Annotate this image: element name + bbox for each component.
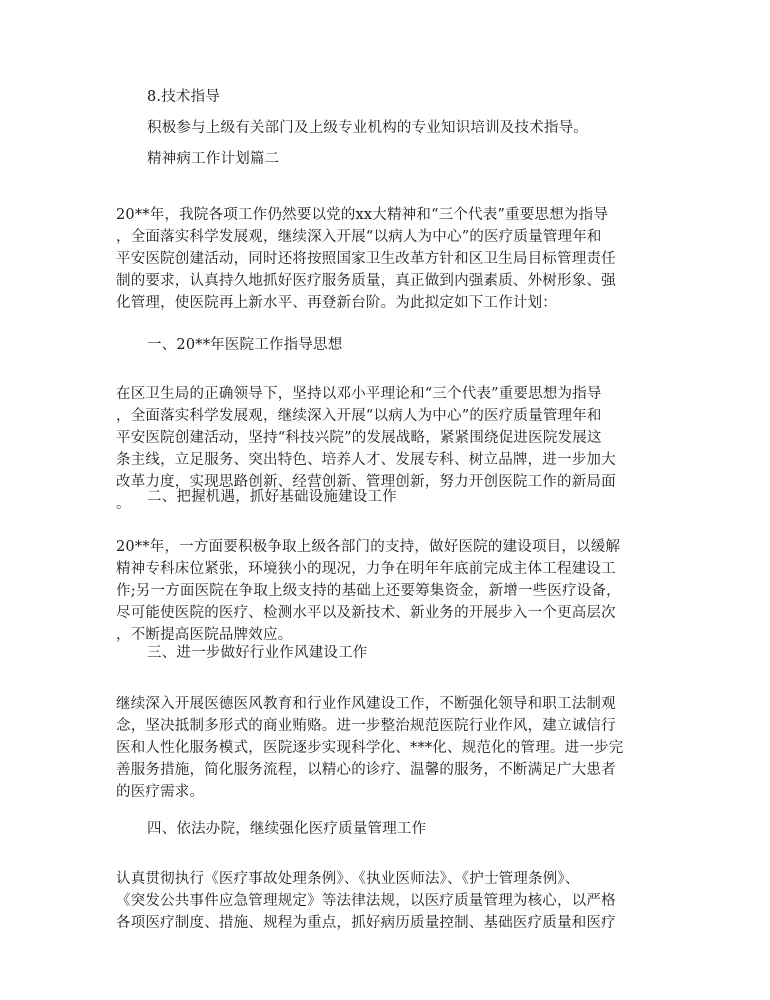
paragraph-line: ，全面落实科学发展观，继续深入开展“以病人为中心”的医疗质量管理年和 bbox=[116, 229, 602, 245]
paragraph-line: 念，坚决抵制多形式的商业贿赂。进一步整治规范医院行业作风，建立诚信行 bbox=[116, 718, 616, 734]
section-heading-4: 四、依法办院，继续强化医疗质量管理工作 bbox=[147, 821, 427, 837]
paragraph-line: 作;另一方面医院在争取上级支持的基础上还要筹集资金，新增一些医疗设备， bbox=[116, 583, 621, 599]
paragraph-line: 条主线，立足服务、突出特色、培养人才、发展专科、树立品牌，进一步加大 bbox=[116, 452, 616, 468]
section-heading-3: 三、进一步做好行业作风建设工作 bbox=[147, 645, 368, 661]
paragraph-line: 精神专科床位紧张，环境狭小的现况，力争在明年年底前完成主体工程建设工 bbox=[116, 561, 616, 577]
paragraph-line: 认真贯彻执行《医疗事故处理条例》、《执业医师法》、《护士管理条例》、 bbox=[116, 871, 580, 887]
paragraph-line: 20**年，我院各项工作仍然要以党的xx大精神和“三个代表”重要思想为指导 bbox=[116, 207, 609, 223]
paragraph-line: 平安医院创建活动，同时还将按照国家卫生改革方针和区卫生局目标管理责任 bbox=[116, 251, 616, 267]
paragraph-line: ，全面落实科学发展观，继续深入开展“以病人为中心”的医疗质量管理年和 bbox=[116, 408, 602, 424]
paragraph-line: ，不断提高医院品牌效应。 bbox=[116, 627, 293, 643]
paragraph-line: 的医疗需求。 bbox=[116, 784, 205, 800]
paragraph-line: 制的要求，认真持久地抓好医疗服务质量，真正做到内强素质、外树形象、强 bbox=[116, 273, 616, 289]
paragraph-line: 改革力度，实现思路创新、经营创新、管理创新，努力开创医院工作的新局面 bbox=[116, 474, 616, 490]
paragraph-line: 善服务措施，简化服务流程，以精心的诊疗、温馨的服务，不断满足广大患者 bbox=[116, 762, 616, 778]
section-heading-2: 二、把握机遇，抓好基础设施建设工作 bbox=[147, 489, 397, 505]
section-8-body: 积极参与上级有关部门及上级专业机构的专业知识培训及技术指导。 bbox=[147, 120, 588, 136]
paragraph-line: 20**年，一方面要积极争取上级各部门的支持，做好医院的建设项目，以缓解 bbox=[116, 539, 621, 555]
paragraph-line: 在区卫生局的正确领导下，坚持以邓小平理论和“三个代表”重要思想为指导 bbox=[116, 386, 602, 402]
paragraph-line: 继续深入开展医德医风教育和行业作风建设工作，不断强化领导和职工法制观 bbox=[116, 696, 616, 712]
paragraph-line: 平安医院创建活动，坚持“科技兴院”的发展战略，紧紧围绕促进医院发展这 bbox=[116, 430, 602, 446]
paragraph-line: 各项医疗制度、措施、规程为重点，抓好病历质量控制、基础医疗质量和医疗 bbox=[116, 915, 616, 931]
paragraph-line: 。 bbox=[116, 496, 131, 512]
paragraph-line: 化管理，使医院再上新水平、再登新台阶。为此拟定如下工作计划： bbox=[116, 295, 557, 311]
section-8-heading: 8.技术指导 bbox=[147, 89, 221, 105]
paragraph-line: 医和人性化服务模式，医院逐步实现科学化、***化、规范化的管理。进一步完 bbox=[116, 740, 624, 756]
paragraph-line: 《突发公共事件应急管理规定》等法律法规，以医疗质量管理为核心，以严格 bbox=[116, 893, 616, 909]
section-heading-1: 一、20**年医院工作指导思想 bbox=[147, 337, 343, 353]
paragraph-line: 尽可能使医院的医疗、检测水平以及新技术、新业务的开展步入一个更高层次 bbox=[116, 605, 616, 621]
part-2-title: 精神病工作计划篇二 bbox=[147, 151, 280, 167]
